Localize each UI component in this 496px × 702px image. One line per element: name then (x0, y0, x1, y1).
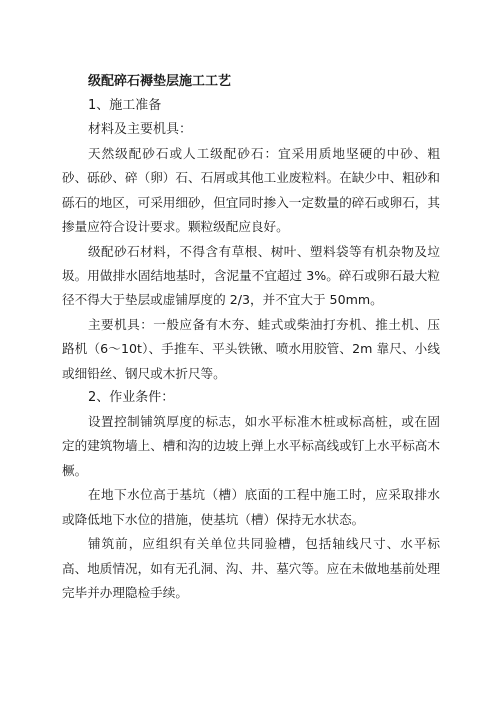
paragraph-natural-gravel: 天然级配砂石或人工级配砂石：宜采用质地坚硬的中砂、粗砂、砾砂、碎（卵）石、石屑或其他工业废粒料。在缺少中、粗砂和砾石的地区，可采用细砂，但宜同时掺入一定数量的碎石或卵石，其掺量应符合设计要求。颗粒级配应良好。 (62, 146, 440, 235)
paragraph-gravel-material: 级配砂石材料，不得含有草根、树叶、塑料袋等有机杂物及垃圾。用做排水固结地基时，含泥量不宜超过 3%。碎石或卵石最大粒径不得大于垫层或虚铺厚度的 2/3，并不宜大于 50mm。 (62, 243, 440, 308)
document-body (62, 70, 440, 605)
section-heading-preparation: 1、施工准备 (88, 98, 162, 113)
paragraph-thickness-control: 设置控制铺筑厚度的标志，如水平标准木桩或标高桩，或在固定的建筑物墙上、槽和沟的边坡上弹上水平标高线或钉上水平标高木橛。 (62, 414, 440, 478)
paragraph-groundwater: 在地下水位高于基坑（槽）底面的工程中施工时，应采取排水或降低地下水位的措施，使基坑（槽）保持无水状态。 (62, 487, 440, 527)
materials-heading: 材料及主要机具： (88, 122, 193, 137)
document-title: 级配碎石褥垫层施工工艺 (88, 74, 232, 89)
paragraph-main-tools: 主要机具：一般应备有木夯、蛙式或柴油打夯机、推土机、压路机（6～10t）、手推车、平头铁锹、喷水用胶管、2m 靠尺、小线或细铅丝、钢尺或木折尺等。 (62, 316, 440, 381)
section-heading-work-conditions: 2、作业条件： (88, 390, 175, 406)
paragraph-trench-inspection: 铺筑前，应组织有关单位共同验槽，包括轴线尺寸、水平标高、地质情况，如有无孔洞、沟、井、墓穴等。应在未做地基前处理完毕并办理隐检手续。 (62, 536, 440, 600)
